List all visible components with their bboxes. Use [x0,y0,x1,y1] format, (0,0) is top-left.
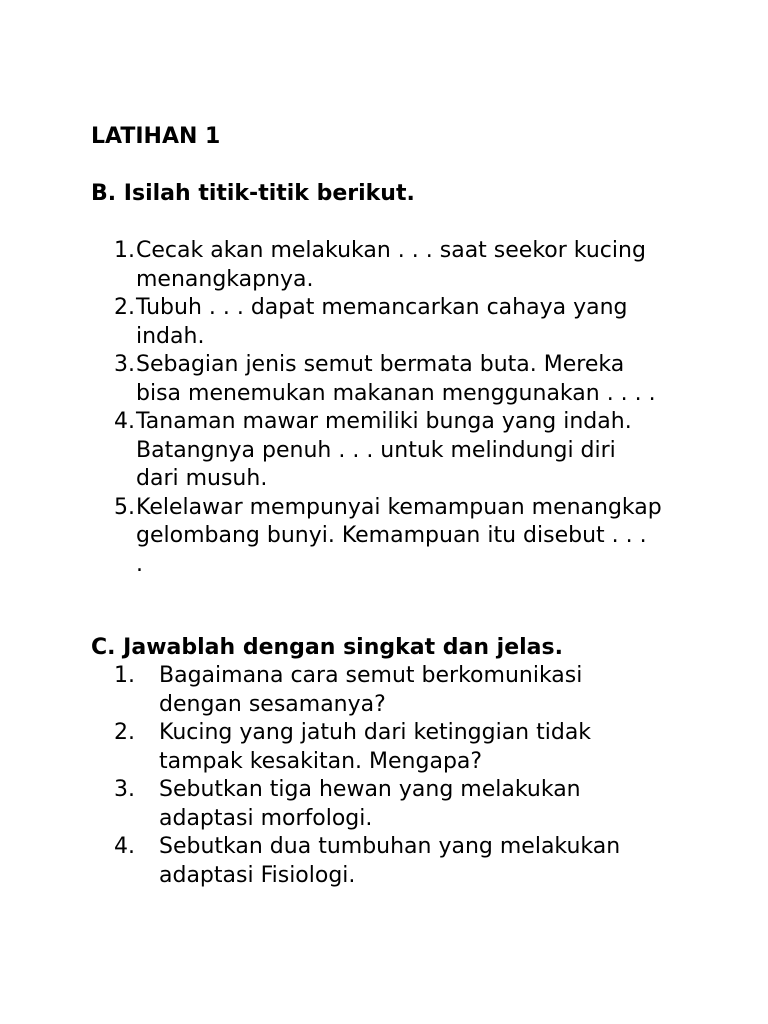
list-item [114,237,754,294]
item-text-line: Kelelawar mempunyai kemampuan menangkap [136,494,662,520]
item-text-line: adaptasi morfologi. [159,805,373,831]
item-text-line: gelombang bunyi. Kemampuan itu disebut . . . [136,523,647,548]
list-item [114,662,754,719]
list-item [114,408,754,494]
item-number: 2. [114,295,135,320]
list-item [114,294,754,351]
list-item [114,719,754,776]
item-text-line: menangkapnya. [136,266,314,292]
item-number: 1. [114,663,135,688]
item-text-line: Batangnya penuh . . . untuk melindungi diri [136,437,616,463]
item-text-line: Sebutkan tiga hewan yang melakukan [159,777,581,802]
section-c-heading: C. Jawablah dengan singkat dan jelas. [91,635,563,660]
item-text-line: Sebagian jenis semut bermata buta. Mereka [136,352,625,377]
item-text-line: tampak kesakitan. Mengapa? [159,748,483,774]
list-item [114,833,754,890]
list-item [114,776,754,833]
item-number: 5. [114,494,135,520]
item-number: 4. [114,834,135,859]
item-text-line: Tanaman mawar memiliki bunga yang indah. [136,409,632,434]
item-number: 3. [114,352,135,377]
item-text-line: dari musuh. [136,466,268,491]
item-text-line: . [136,551,143,577]
item-text-line: adaptasi Fisiologi. [159,862,356,888]
section-b-list [114,237,754,579]
item-text-line: bisa menemukan makanan menggunakan . . . . [136,380,656,406]
list-item [114,494,754,580]
item-text-line: Bagaimana cara semut berkomunikasi [159,663,583,688]
item-text-line: Kucing yang jatuh dari ketinggian tidak [159,720,592,745]
item-text-line: Cecak akan melakukan . . . saat seekor kucing [136,238,646,263]
item-text-line: Sebutkan dua tumbuhan yang melakukan [159,834,621,859]
item-number: 2. [114,720,135,745]
item-text-line: Tubuh . . . dapat memancarkan cahaya yang [136,295,628,320]
page-title: LATIHAN 1 [91,124,221,149]
item-number: 3. [114,777,135,802]
item-text-line: dengan sesamanya? [159,691,386,717]
item-number: 1. [114,238,135,263]
section-c-list [114,662,754,890]
section-b-heading: B. Isilah titik-titik berikut. [91,181,415,206]
item-text-line: indah. [136,323,205,349]
list-item [114,351,754,408]
item-number: 4. [114,409,135,434]
